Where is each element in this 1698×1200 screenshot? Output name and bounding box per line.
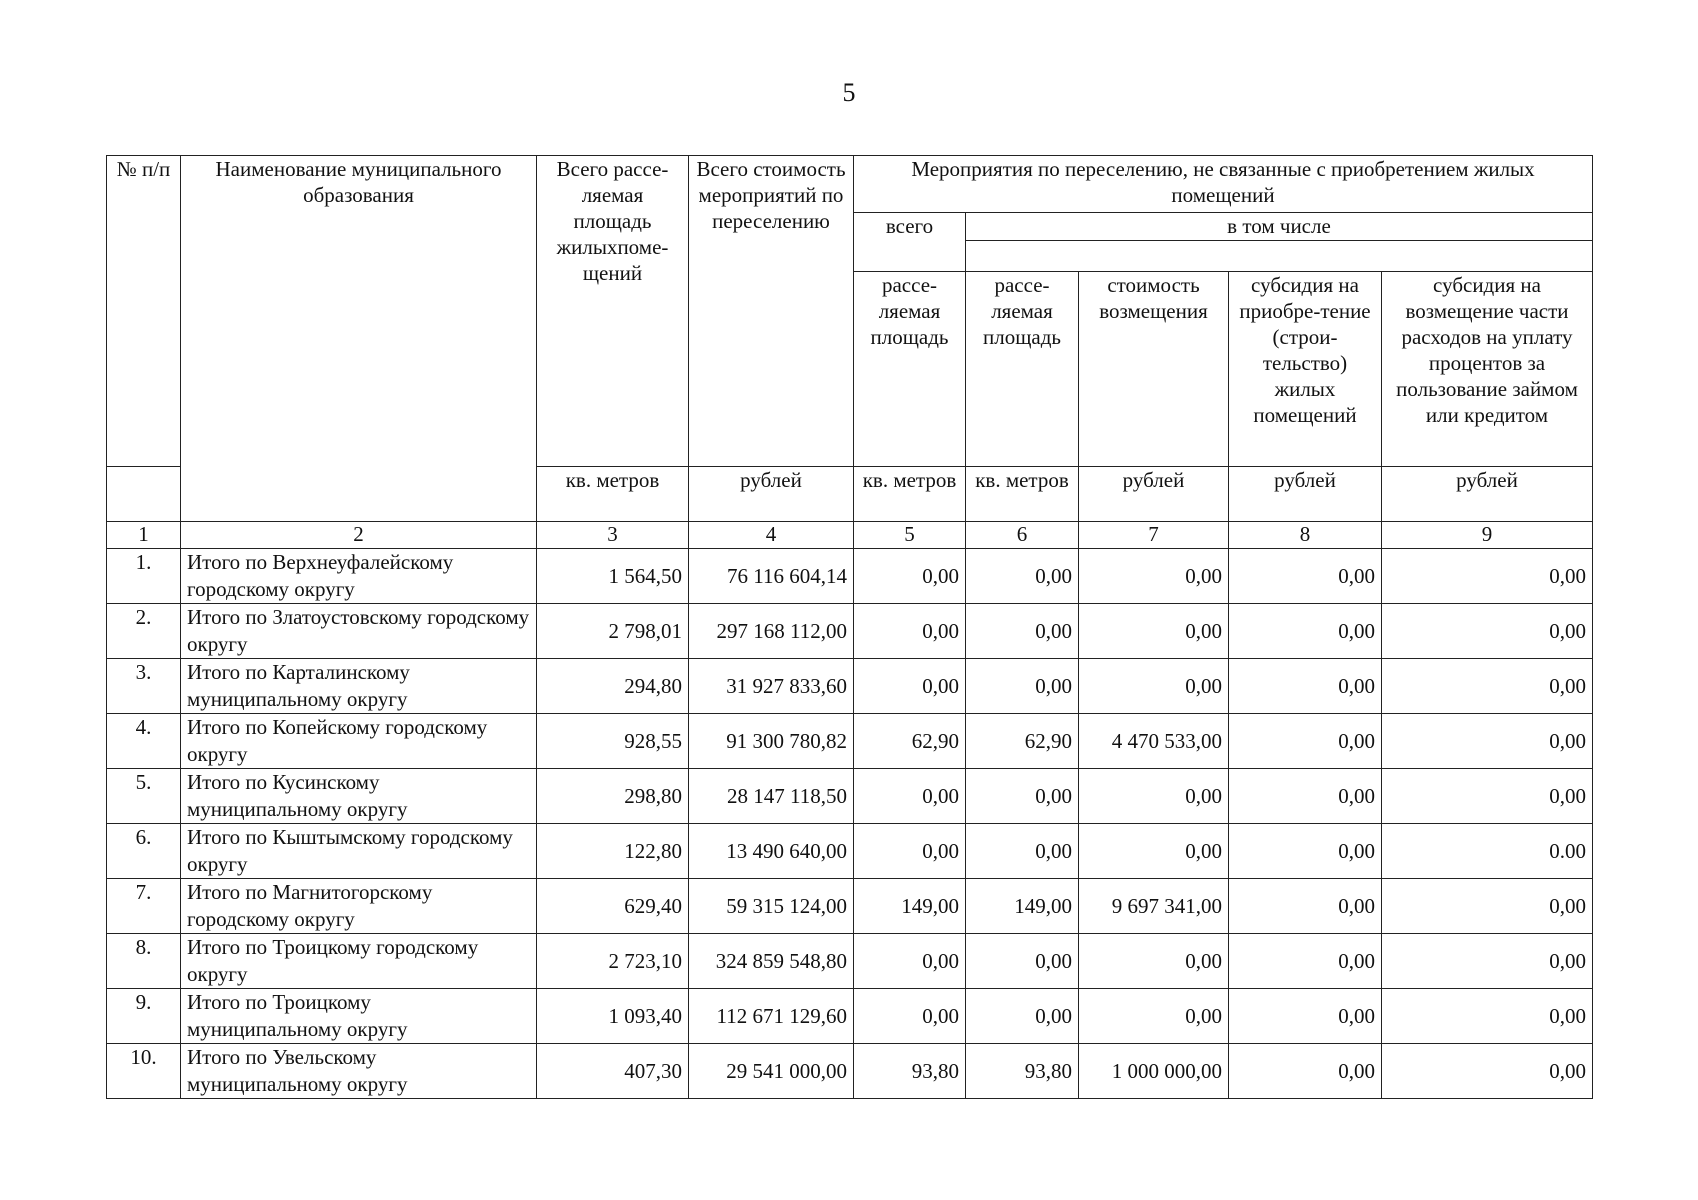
value-c7: 1 000 000,00 [1079, 1044, 1229, 1099]
row-number: 3. [107, 659, 181, 714]
value-c7: 0,00 [1079, 934, 1229, 989]
header-number: № п/п [107, 156, 181, 467]
header-measures-group: Мероприятия по переселению, не связанные с приобретением жилых помещений [854, 156, 1593, 213]
value-c8: 0,00 [1229, 549, 1382, 604]
value-c9: 0,00 [1382, 989, 1593, 1044]
municipality-name: Итого по Троицкому городскому округу [181, 934, 537, 989]
value-c5: 0,00 [854, 934, 966, 989]
row-number: 5. [107, 769, 181, 824]
municipality-name: Итого по Троицкому муниципальному округу [181, 989, 537, 1044]
value-c8: 0,00 [1229, 714, 1382, 769]
value-c6: 0,00 [966, 824, 1079, 879]
value-c6: 62,90 [966, 714, 1079, 769]
value-c7: 0,00 [1079, 659, 1229, 714]
table-row [107, 824, 1593, 879]
value-c4: 297 168 112,00 [689, 604, 854, 659]
column-number: 6 [966, 522, 1079, 549]
header-col7: стоимость возмещения [1079, 272, 1229, 467]
value-c3: 298,80 [537, 769, 689, 824]
value-c9: 0.00 [1382, 824, 1593, 879]
value-c7: 0,00 [1079, 824, 1229, 879]
row-number: 1. [107, 549, 181, 604]
value-c5: 0,00 [854, 549, 966, 604]
value-c7: 0,00 [1079, 989, 1229, 1044]
municipality-name: Итого по Магнитогорскому городскому округу [181, 879, 537, 934]
table-row [107, 1044, 1593, 1099]
value-c7: 9 697 341,00 [1079, 879, 1229, 934]
value-c3: 928,55 [537, 714, 689, 769]
unit-col3: кв. метров [537, 467, 689, 522]
value-c3: 1 564,50 [537, 549, 689, 604]
value-c3: 1 093,40 [537, 989, 689, 1044]
value-c5: 0,00 [854, 769, 966, 824]
value-c6: 0,00 [966, 549, 1079, 604]
value-c9: 0,00 [1382, 879, 1593, 934]
value-c5: 0,00 [854, 824, 966, 879]
value-c3: 294,80 [537, 659, 689, 714]
value-c8: 0,00 [1229, 934, 1382, 989]
value-c4: 31 927 833,60 [689, 659, 854, 714]
page-number-text: 5 [842, 78, 856, 107]
value-c9: 0,00 [1382, 1044, 1593, 1099]
table-body [107, 549, 1593, 1099]
column-numbers-row [107, 522, 1593, 549]
value-c4: 324 859 548,80 [689, 934, 854, 989]
value-c7: 4 470 533,00 [1079, 714, 1229, 769]
value-c4: 29 541 000,00 [689, 1044, 854, 1099]
row-number: 7. [107, 879, 181, 934]
value-c3: 2 798,01 [537, 604, 689, 659]
row-number: 9. [107, 989, 181, 1044]
value-c5: 62,90 [854, 714, 966, 769]
header-including-spacer [966, 241, 1593, 272]
header-all: всего [854, 213, 966, 272]
header-col6: рассе-ляемая площадь [966, 272, 1079, 467]
value-c7: 0,00 [1079, 604, 1229, 659]
table-row [107, 879, 1593, 934]
municipality-name: Итого по Кыштымскому городскому округу [181, 824, 537, 879]
value-c6: 0,00 [966, 604, 1079, 659]
header-municipality-name: Наименование муниципального образования [181, 156, 537, 522]
row-number: 8. [107, 934, 181, 989]
unit-col6: кв. метров [966, 467, 1079, 522]
value-c4: 76 116 604,14 [689, 549, 854, 604]
value-c5: 0,00 [854, 604, 966, 659]
value-c5: 0,00 [854, 989, 966, 1044]
page-number [0, 78, 1698, 108]
value-c3: 629,40 [537, 879, 689, 934]
value-c8: 0,00 [1229, 769, 1382, 824]
value-c7: 0,00 [1079, 769, 1229, 824]
value-c6: 0,00 [966, 769, 1079, 824]
value-c4: 59 315 124,00 [689, 879, 854, 934]
value-c4: 91 300 780,82 [689, 714, 854, 769]
value-c9: 0,00 [1382, 714, 1593, 769]
table-row [107, 714, 1593, 769]
column-number: 8 [1229, 522, 1382, 549]
value-c9: 0,00 [1382, 604, 1593, 659]
value-c3: 122,80 [537, 824, 689, 879]
header-total-cost: Всего стоимость мероприятий по переселению [689, 156, 854, 467]
municipality-name: Итого по Копейскому городскому округу [181, 714, 537, 769]
value-c3: 407,30 [537, 1044, 689, 1099]
value-c5: 149,00 [854, 879, 966, 934]
table-row [107, 549, 1593, 604]
row-number: 2. [107, 604, 181, 659]
column-number: 3 [537, 522, 689, 549]
value-c6: 149,00 [966, 879, 1079, 934]
column-number: 7 [1079, 522, 1229, 549]
value-c6: 0,00 [966, 659, 1079, 714]
header-including: в том числе [966, 213, 1593, 241]
value-c4: 13 490 640,00 [689, 824, 854, 879]
table-row [107, 934, 1593, 989]
value-c7: 0,00 [1079, 549, 1229, 604]
column-number: 1 [107, 522, 181, 549]
unit-col4: рублей [689, 467, 854, 522]
municipality-name: Итого по Увельскому муниципальному округу [181, 1044, 537, 1099]
value-c8: 0,00 [1229, 659, 1382, 714]
header-col5: рассе-ляемая площадь [854, 272, 966, 467]
table-row [107, 604, 1593, 659]
unit-col1 [107, 467, 181, 522]
value-c6: 0,00 [966, 989, 1079, 1044]
unit-col9: рублей [1382, 467, 1593, 522]
value-c9: 0,00 [1382, 549, 1593, 604]
value-c6: 0,00 [966, 934, 1079, 989]
municipality-name: Итого по Верхнеуфалейскому городскому округу [181, 549, 537, 604]
header-total-area: Всего рассе-ляемая площадь жилыхпоме-щений [537, 156, 689, 467]
unit-col5: кв. метров [854, 467, 966, 522]
value-c4: 28 147 118,50 [689, 769, 854, 824]
value-c5: 0,00 [854, 659, 966, 714]
municipality-name: Итого по Карталинскому муниципальному округу [181, 659, 537, 714]
value-c8: 0,00 [1229, 1044, 1382, 1099]
table-row [107, 659, 1593, 714]
header-col9: субсидия на возмещение части расходов на уплату процентов за пользование займом или кредитом [1382, 272, 1593, 467]
value-c5: 93,80 [854, 1044, 966, 1099]
value-c8: 0,00 [1229, 989, 1382, 1044]
value-c9: 0,00 [1382, 769, 1593, 824]
municipality-name: Итого по Кусинскому муниципальному округу [181, 769, 537, 824]
value-c6: 93,80 [966, 1044, 1079, 1099]
row-number: 10. [107, 1044, 181, 1099]
value-c4: 112 671 129,60 [689, 989, 854, 1044]
row-number: 4. [107, 714, 181, 769]
value-c9: 0,00 [1382, 934, 1593, 989]
resettlement-table [106, 155, 1593, 1099]
value-c8: 0,00 [1229, 879, 1382, 934]
column-number: 2 [181, 522, 537, 549]
unit-col7: рублей [1079, 467, 1229, 522]
column-number: 4 [689, 522, 854, 549]
table-row [107, 989, 1593, 1044]
row-number: 6. [107, 824, 181, 879]
column-number: 5 [854, 522, 966, 549]
column-number: 9 [1382, 522, 1593, 549]
value-c8: 0,00 [1229, 824, 1382, 879]
header-col8: субсидия на приобре-тение (строи-тельство) жилых помещений [1229, 272, 1382, 467]
unit-col8: рублей [1229, 467, 1382, 522]
table-row [107, 769, 1593, 824]
header-row-1 [107, 156, 1593, 213]
value-c3: 2 723,10 [537, 934, 689, 989]
value-c8: 0,00 [1229, 604, 1382, 659]
value-c9: 0,00 [1382, 659, 1593, 714]
municipality-name: Итого по Златоустовскому городскому округу [181, 604, 537, 659]
